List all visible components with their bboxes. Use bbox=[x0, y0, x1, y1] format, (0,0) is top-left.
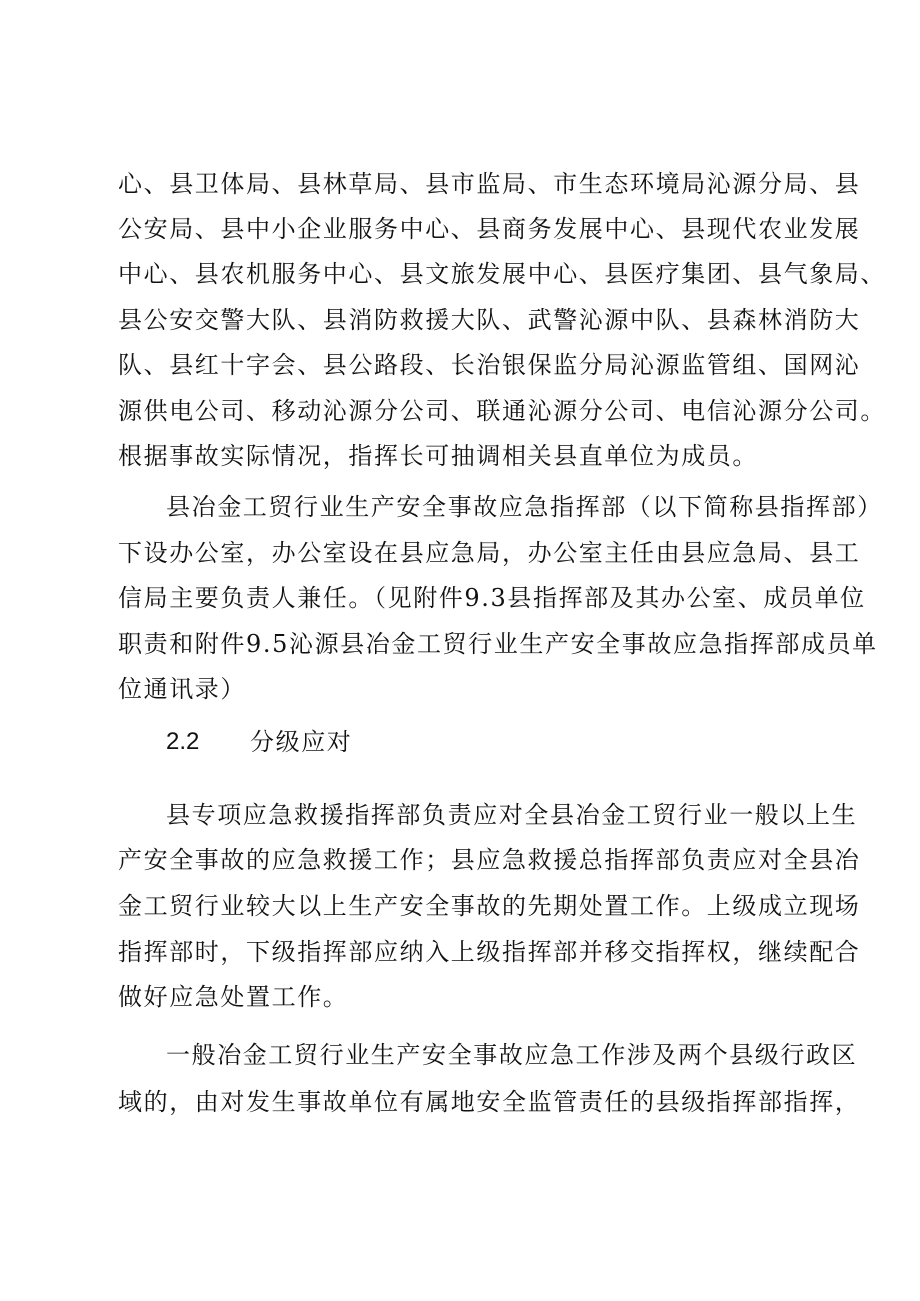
paragraph-4-line-2: 域的，由对发生事故单位有属地安全监管责任的县级指挥部指挥， bbox=[118, 1088, 861, 1116]
paragraph-1-line-7: 根据事故实际情况，指挥长可抽调相关县直单位为成员。 bbox=[118, 442, 758, 470]
section-number: 2.2 bbox=[166, 728, 200, 755]
paragraph-3-line-1: 县专项应急救援指挥部负责应对全县冶金工贸行业一般以上生 bbox=[166, 801, 858, 829]
paragraph-2-line-3: 信局主要负责人兼任。（见附件9.3县指挥部及其办公室、成员单位 bbox=[118, 584, 866, 612]
paragraph-2-line-2: 下设办公室，办公室设在县应急局，办公室主任由县应急局、县工 bbox=[118, 539, 861, 567]
paragraph-1-line-4: 县公安交警大队、县消防救援大队、武警沁源中队、县森林消防大 bbox=[118, 306, 861, 334]
paragraph-1-line-1: 心、县卫体局、县林草局、县市监局、市生态环境局沁源分局、县 bbox=[118, 170, 861, 198]
paragraph-4-line-1: 一般冶金工贸行业生产安全事故应急工作涉及两个县级行政区 bbox=[166, 1041, 858, 1069]
paragraph-3-line-3: 金工贸行业较大以上生产安全事故的先期处置工作。上级成立现场 bbox=[118, 892, 861, 920]
paragraph-3-line-2: 产安全事故的应急救援工作；县应急救援总指挥部负责应对全县冶 bbox=[118, 846, 861, 874]
paragraph-3-line-5: 做好应急处置工作。 bbox=[118, 983, 349, 1011]
paragraph-3-line-4: 指挥部时，下级指挥部应纳入上级指挥部并移交指挥权，继续配合 bbox=[118, 938, 861, 966]
paragraph-2-line-4: 职责和附件9.5沁源县冶金工贸行业生产安全事故应急指挥部成员单 bbox=[118, 630, 878, 658]
paragraph-1-line-6: 源供电公司、移动沁源分公司、联通沁源分公司、电信沁源分公司。 bbox=[118, 397, 886, 425]
paragraph-1-line-2: 公安局、县中小企业服务中心、县商务发展中心、县现代农业发展 bbox=[118, 215, 861, 243]
paragraph-2-line-5: 位通讯录） bbox=[118, 675, 246, 703]
paragraph-1-line-5: 队、县红十字会、县公路段、长治银保监分局沁源监管组、国网沁 bbox=[118, 351, 861, 379]
section-title: 分级应对 bbox=[250, 728, 353, 756]
paragraph-1-line-3: 中心、县农机服务中心、县文旅发展中心、县医疗集团、县气象局、 bbox=[118, 260, 886, 288]
paragraph-2-line-1: 县冶金工贸行业生产安全事故应急指挥部（以下简称县指挥部） bbox=[166, 493, 883, 521]
